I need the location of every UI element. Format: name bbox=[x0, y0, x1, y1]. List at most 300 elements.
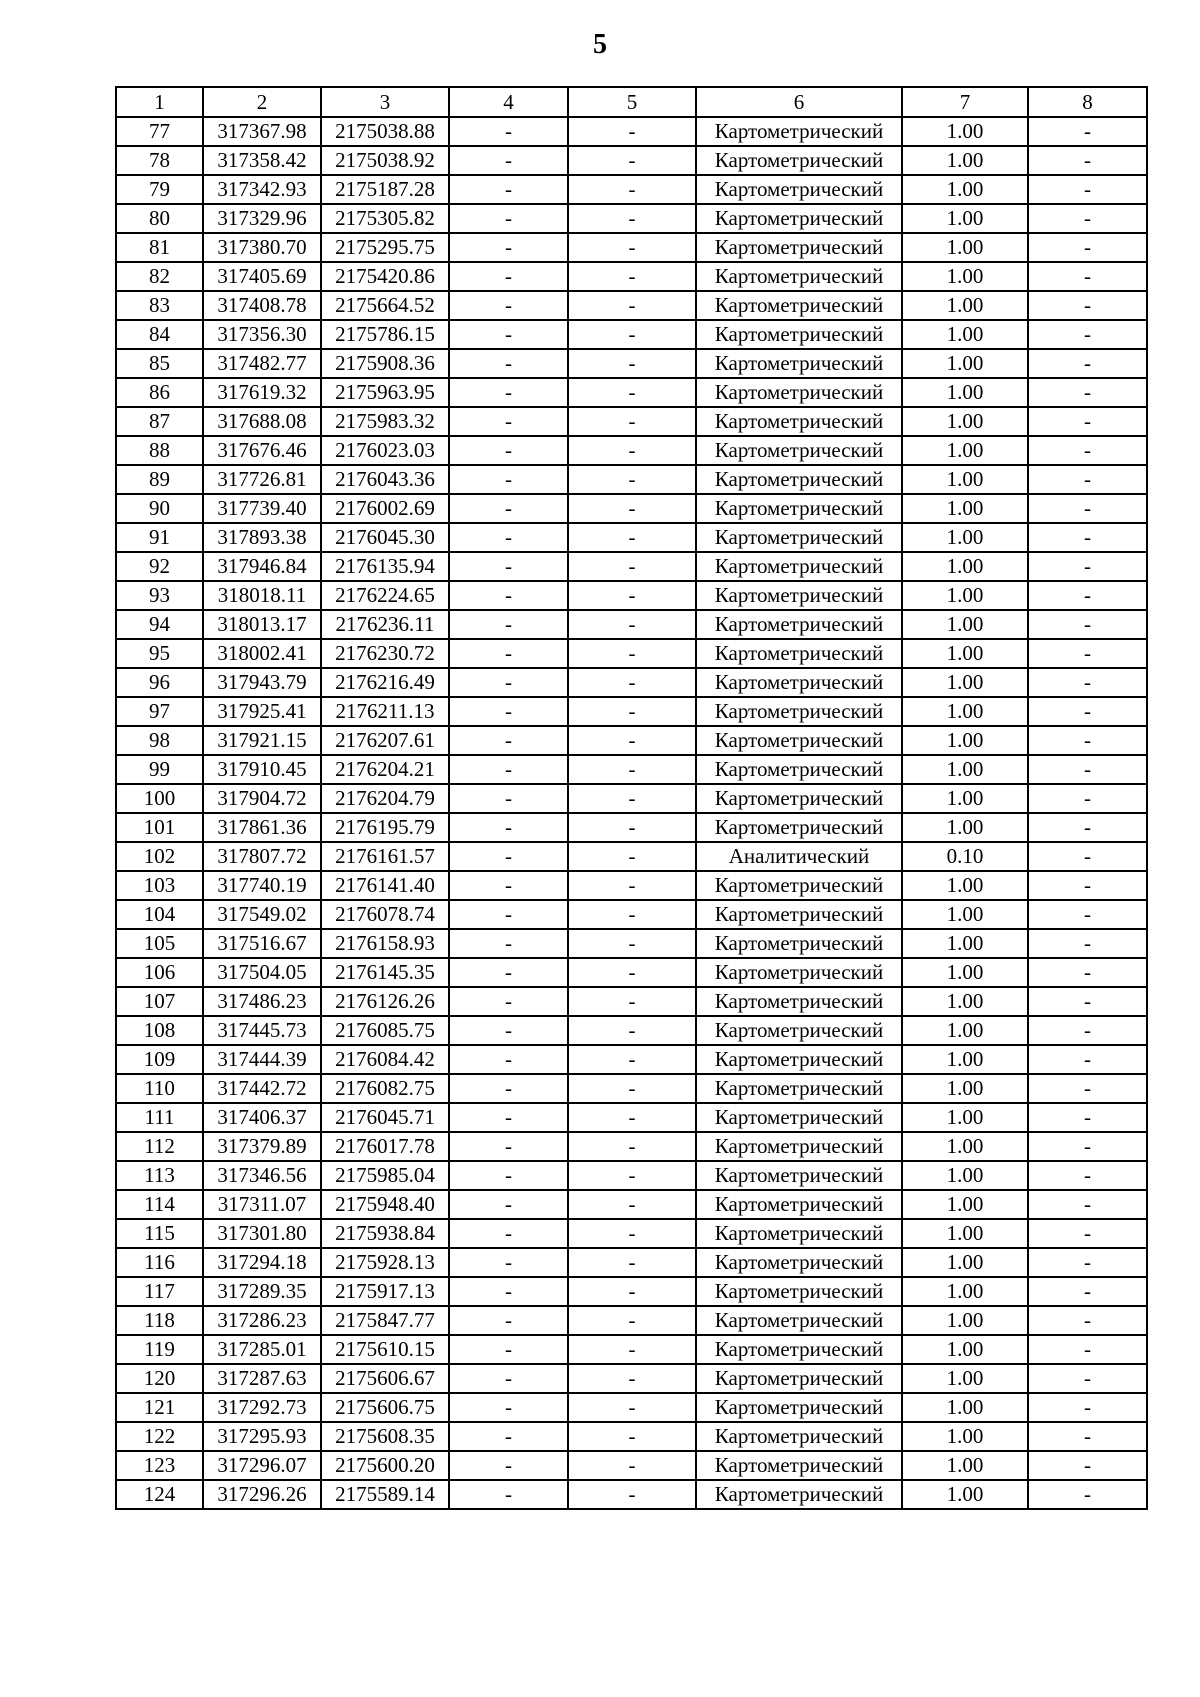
col-8-cell: - bbox=[1028, 697, 1147, 726]
col-5-cell: - bbox=[568, 1393, 696, 1422]
method-cell: Картометрический bbox=[696, 871, 902, 900]
col-5-cell: - bbox=[568, 1045, 696, 1074]
method-cell: Картометрический bbox=[696, 349, 902, 378]
point-number-cell: 121 bbox=[116, 1393, 203, 1422]
point-number-cell: 106 bbox=[116, 958, 203, 987]
method-cell: Картометрический bbox=[696, 610, 902, 639]
coordinates-table bbox=[115, 86, 1148, 1510]
table-row bbox=[116, 1219, 1147, 1248]
method-cell: Картометрический bbox=[696, 581, 902, 610]
table-row bbox=[116, 813, 1147, 842]
col-4-cell: - bbox=[449, 900, 568, 929]
x-coordinate-cell: 317893.38 bbox=[203, 523, 321, 552]
accuracy-cell: 1.00 bbox=[902, 378, 1028, 407]
col-5-cell: - bbox=[568, 1074, 696, 1103]
col-5-cell: - bbox=[568, 813, 696, 842]
table-row bbox=[116, 349, 1147, 378]
method-cell: Картометрический bbox=[696, 494, 902, 523]
col-5-cell: - bbox=[568, 291, 696, 320]
y-coordinate-cell: 2175295.75 bbox=[321, 233, 449, 262]
x-coordinate-cell: 317289.35 bbox=[203, 1277, 321, 1306]
col-4-cell: - bbox=[449, 1132, 568, 1161]
col-8-cell: - bbox=[1028, 465, 1147, 494]
col-5-cell: - bbox=[568, 987, 696, 1016]
x-coordinate-cell: 317739.40 bbox=[203, 494, 321, 523]
table-row bbox=[116, 552, 1147, 581]
method-cell: Картометрический bbox=[696, 1364, 902, 1393]
accuracy-cell: 1.00 bbox=[902, 1045, 1028, 1074]
y-coordinate-cell: 2175589.14 bbox=[321, 1480, 449, 1509]
x-coordinate-cell: 317329.96 bbox=[203, 204, 321, 233]
point-number-cell: 119 bbox=[116, 1335, 203, 1364]
table-header-row bbox=[116, 87, 1147, 117]
table-row bbox=[116, 1480, 1147, 1509]
accuracy-cell: 1.00 bbox=[902, 1074, 1028, 1103]
x-coordinate-cell: 317287.63 bbox=[203, 1364, 321, 1393]
col-8-cell: - bbox=[1028, 1103, 1147, 1132]
accuracy-cell: 1.00 bbox=[902, 784, 1028, 813]
col-4-cell: - bbox=[449, 465, 568, 494]
method-cell: Картометрический bbox=[696, 204, 902, 233]
col-5-cell: - bbox=[568, 262, 696, 291]
table-row bbox=[116, 581, 1147, 610]
x-coordinate-cell: 317405.69 bbox=[203, 262, 321, 291]
col-4-cell: - bbox=[449, 1219, 568, 1248]
method-cell: Картометрический bbox=[696, 436, 902, 465]
x-coordinate-cell: 317486.23 bbox=[203, 987, 321, 1016]
col-8-cell: - bbox=[1028, 378, 1147, 407]
x-coordinate-cell: 317346.56 bbox=[203, 1161, 321, 1190]
col-5-cell: - bbox=[568, 1103, 696, 1132]
method-cell: Картометрический bbox=[696, 813, 902, 842]
col-8-cell: - bbox=[1028, 668, 1147, 697]
point-number-cell: 102 bbox=[116, 842, 203, 871]
col-4-cell: - bbox=[449, 581, 568, 610]
col-5-cell: - bbox=[568, 1306, 696, 1335]
table-row bbox=[116, 204, 1147, 233]
col-5-cell: - bbox=[568, 1161, 696, 1190]
y-coordinate-cell: 2175786.15 bbox=[321, 320, 449, 349]
table-row bbox=[116, 668, 1147, 697]
col-4-cell: - bbox=[449, 1190, 568, 1219]
accuracy-cell: 1.00 bbox=[902, 1248, 1028, 1277]
col-8-cell: - bbox=[1028, 1132, 1147, 1161]
col-4-cell: - bbox=[449, 958, 568, 987]
col-4-cell: - bbox=[449, 523, 568, 552]
col-4-cell: - bbox=[449, 1016, 568, 1045]
accuracy-cell: 1.00 bbox=[902, 1190, 1028, 1219]
method-cell: Картометрический bbox=[696, 1451, 902, 1480]
y-coordinate-cell: 2175983.32 bbox=[321, 407, 449, 436]
column-header: 3 bbox=[321, 87, 449, 117]
y-coordinate-cell: 2175305.82 bbox=[321, 204, 449, 233]
col-4-cell: - bbox=[449, 117, 568, 146]
col-5-cell: - bbox=[568, 523, 696, 552]
table-row bbox=[116, 958, 1147, 987]
point-number-cell: 94 bbox=[116, 610, 203, 639]
col-4-cell: - bbox=[449, 1451, 568, 1480]
method-cell: Картометрический bbox=[696, 784, 902, 813]
col-8-cell: - bbox=[1028, 436, 1147, 465]
accuracy-cell: 1.00 bbox=[902, 813, 1028, 842]
x-coordinate-cell: 317296.07 bbox=[203, 1451, 321, 1480]
y-coordinate-cell: 2176017.78 bbox=[321, 1132, 449, 1161]
table-row bbox=[116, 1248, 1147, 1277]
col-8-cell: - bbox=[1028, 639, 1147, 668]
col-8-cell: - bbox=[1028, 1451, 1147, 1480]
point-number-cell: 110 bbox=[116, 1074, 203, 1103]
y-coordinate-cell: 2175847.77 bbox=[321, 1306, 449, 1335]
col-5-cell: - bbox=[568, 204, 696, 233]
x-coordinate-cell: 317726.81 bbox=[203, 465, 321, 494]
accuracy-cell: 1.00 bbox=[902, 929, 1028, 958]
y-coordinate-cell: 2176082.75 bbox=[321, 1074, 449, 1103]
col-8-cell: - bbox=[1028, 1364, 1147, 1393]
col-4-cell: - bbox=[449, 871, 568, 900]
table-row bbox=[116, 1132, 1147, 1161]
point-number-cell: 124 bbox=[116, 1480, 203, 1509]
col-5-cell: - bbox=[568, 1132, 696, 1161]
col-5-cell: - bbox=[568, 378, 696, 407]
col-4-cell: - bbox=[449, 1248, 568, 1277]
point-number-cell: 93 bbox=[116, 581, 203, 610]
point-number-cell: 96 bbox=[116, 668, 203, 697]
col-5-cell: - bbox=[568, 465, 696, 494]
col-4-cell: - bbox=[449, 639, 568, 668]
accuracy-cell: 1.00 bbox=[902, 552, 1028, 581]
method-cell: Картометрический bbox=[696, 378, 902, 407]
accuracy-cell: 1.00 bbox=[902, 523, 1028, 552]
point-number-cell: 116 bbox=[116, 1248, 203, 1277]
accuracy-cell: 1.00 bbox=[902, 465, 1028, 494]
table-row bbox=[116, 146, 1147, 175]
y-coordinate-cell: 2176204.21 bbox=[321, 755, 449, 784]
x-coordinate-cell: 317295.93 bbox=[203, 1422, 321, 1451]
table-row bbox=[116, 1422, 1147, 1451]
y-coordinate-cell: 2175948.40 bbox=[321, 1190, 449, 1219]
point-number-cell: 84 bbox=[116, 320, 203, 349]
y-coordinate-cell: 2176158.93 bbox=[321, 929, 449, 958]
col-4-cell: - bbox=[449, 1306, 568, 1335]
x-coordinate-cell: 317619.32 bbox=[203, 378, 321, 407]
table-row bbox=[116, 291, 1147, 320]
column-header: 4 bbox=[449, 87, 568, 117]
col-5-cell: - bbox=[568, 1480, 696, 1509]
col-8-cell: - bbox=[1028, 929, 1147, 958]
point-number-cell: 115 bbox=[116, 1219, 203, 1248]
x-coordinate-cell: 317676.46 bbox=[203, 436, 321, 465]
y-coordinate-cell: 2176078.74 bbox=[321, 900, 449, 929]
accuracy-cell: 1.00 bbox=[902, 726, 1028, 755]
col-4-cell: - bbox=[449, 726, 568, 755]
y-coordinate-cell: 2176204.79 bbox=[321, 784, 449, 813]
x-coordinate-cell: 317406.37 bbox=[203, 1103, 321, 1132]
point-number-cell: 91 bbox=[116, 523, 203, 552]
y-coordinate-cell: 2176145.35 bbox=[321, 958, 449, 987]
x-coordinate-cell: 317516.67 bbox=[203, 929, 321, 958]
y-coordinate-cell: 2176141.40 bbox=[321, 871, 449, 900]
point-number-cell: 123 bbox=[116, 1451, 203, 1480]
method-cell: Картометрический bbox=[696, 1277, 902, 1306]
col-8-cell: - bbox=[1028, 842, 1147, 871]
y-coordinate-cell: 2175038.92 bbox=[321, 146, 449, 175]
col-5-cell: - bbox=[568, 929, 696, 958]
accuracy-cell: 1.00 bbox=[902, 1016, 1028, 1045]
col-8-cell: - bbox=[1028, 610, 1147, 639]
method-cell: Картометрический bbox=[696, 668, 902, 697]
table-body bbox=[116, 117, 1147, 1509]
y-coordinate-cell: 2176002.69 bbox=[321, 494, 449, 523]
method-cell: Картометрический bbox=[696, 697, 902, 726]
y-coordinate-cell: 2175038.88 bbox=[321, 117, 449, 146]
col-4-cell: - bbox=[449, 610, 568, 639]
col-8-cell: - bbox=[1028, 320, 1147, 349]
col-8-cell: - bbox=[1028, 1335, 1147, 1364]
accuracy-cell: 1.00 bbox=[902, 871, 1028, 900]
accuracy-cell: 1.00 bbox=[902, 117, 1028, 146]
method-cell: Картометрический bbox=[696, 1103, 902, 1132]
point-number-cell: 105 bbox=[116, 929, 203, 958]
accuracy-cell: 1.00 bbox=[902, 581, 1028, 610]
y-coordinate-cell: 2176224.65 bbox=[321, 581, 449, 610]
x-coordinate-cell: 317807.72 bbox=[203, 842, 321, 871]
accuracy-cell: 1.00 bbox=[902, 697, 1028, 726]
accuracy-cell: 1.00 bbox=[902, 1422, 1028, 1451]
col-4-cell: - bbox=[449, 1422, 568, 1451]
col-4-cell: - bbox=[449, 494, 568, 523]
col-4-cell: - bbox=[449, 378, 568, 407]
method-cell: Картометрический bbox=[696, 465, 902, 494]
accuracy-cell: 1.00 bbox=[902, 175, 1028, 204]
col-4-cell: - bbox=[449, 755, 568, 784]
col-8-cell: - bbox=[1028, 987, 1147, 1016]
accuracy-cell: 1.00 bbox=[902, 233, 1028, 262]
point-number-cell: 79 bbox=[116, 175, 203, 204]
x-coordinate-cell: 317946.84 bbox=[203, 552, 321, 581]
accuracy-cell: 1.00 bbox=[902, 1393, 1028, 1422]
method-cell: Картометрический bbox=[696, 1016, 902, 1045]
col-4-cell: - bbox=[449, 1045, 568, 1074]
y-coordinate-cell: 2175606.75 bbox=[321, 1393, 449, 1422]
method-cell: Картометрический bbox=[696, 1219, 902, 1248]
x-coordinate-cell: 317442.72 bbox=[203, 1074, 321, 1103]
col-5-cell: - bbox=[568, 320, 696, 349]
col-8-cell: - bbox=[1028, 1393, 1147, 1422]
col-4-cell: - bbox=[449, 697, 568, 726]
col-5-cell: - bbox=[568, 610, 696, 639]
x-coordinate-cell: 317408.78 bbox=[203, 291, 321, 320]
table-row bbox=[116, 465, 1147, 494]
method-cell: Картометрический bbox=[696, 407, 902, 436]
col-8-cell: - bbox=[1028, 349, 1147, 378]
table-row bbox=[116, 175, 1147, 204]
accuracy-cell: 1.00 bbox=[902, 349, 1028, 378]
table-row bbox=[116, 697, 1147, 726]
col-4-cell: - bbox=[449, 233, 568, 262]
column-header: 8 bbox=[1028, 87, 1147, 117]
col-8-cell: - bbox=[1028, 1219, 1147, 1248]
x-coordinate-cell: 317921.15 bbox=[203, 726, 321, 755]
table-row bbox=[116, 436, 1147, 465]
accuracy-cell: 1.00 bbox=[902, 987, 1028, 1016]
accuracy-cell: 1.00 bbox=[902, 1132, 1028, 1161]
table-row bbox=[116, 726, 1147, 755]
table-row bbox=[116, 407, 1147, 436]
y-coordinate-cell: 2175908.36 bbox=[321, 349, 449, 378]
col-8-cell: - bbox=[1028, 871, 1147, 900]
point-number-cell: 122 bbox=[116, 1422, 203, 1451]
x-coordinate-cell: 317910.45 bbox=[203, 755, 321, 784]
table-row bbox=[116, 320, 1147, 349]
y-coordinate-cell: 2175917.13 bbox=[321, 1277, 449, 1306]
col-4-cell: - bbox=[449, 1074, 568, 1103]
y-coordinate-cell: 2176195.79 bbox=[321, 813, 449, 842]
x-coordinate-cell: 317358.42 bbox=[203, 146, 321, 175]
col-5-cell: - bbox=[568, 755, 696, 784]
col-5-cell: - bbox=[568, 552, 696, 581]
method-cell: Картометрический bbox=[696, 1393, 902, 1422]
col-8-cell: - bbox=[1028, 1277, 1147, 1306]
col-4-cell: - bbox=[449, 175, 568, 204]
y-coordinate-cell: 2175187.28 bbox=[321, 175, 449, 204]
accuracy-cell: 1.00 bbox=[902, 436, 1028, 465]
col-5-cell: - bbox=[568, 1364, 696, 1393]
col-8-cell: - bbox=[1028, 900, 1147, 929]
method-cell: Картометрический bbox=[696, 726, 902, 755]
y-coordinate-cell: 2175938.84 bbox=[321, 1219, 449, 1248]
col-4-cell: - bbox=[449, 842, 568, 871]
table-row bbox=[116, 1016, 1147, 1045]
y-coordinate-cell: 2175606.67 bbox=[321, 1364, 449, 1393]
table-row bbox=[116, 378, 1147, 407]
x-coordinate-cell: 317504.05 bbox=[203, 958, 321, 987]
col-5-cell: - bbox=[568, 697, 696, 726]
col-5-cell: - bbox=[568, 1451, 696, 1480]
x-coordinate-cell: 317904.72 bbox=[203, 784, 321, 813]
table-row bbox=[116, 871, 1147, 900]
col-4-cell: - bbox=[449, 1480, 568, 1509]
col-5-cell: - bbox=[568, 1248, 696, 1277]
accuracy-cell: 1.00 bbox=[902, 958, 1028, 987]
point-number-cell: 120 bbox=[116, 1364, 203, 1393]
col-5-cell: - bbox=[568, 1016, 696, 1045]
col-5-cell: - bbox=[568, 958, 696, 987]
table-row bbox=[116, 755, 1147, 784]
y-coordinate-cell: 2175600.20 bbox=[321, 1451, 449, 1480]
accuracy-cell: 1.00 bbox=[902, 1306, 1028, 1335]
point-number-cell: 99 bbox=[116, 755, 203, 784]
col-4-cell: - bbox=[449, 668, 568, 697]
col-4-cell: - bbox=[449, 929, 568, 958]
col-8-cell: - bbox=[1028, 233, 1147, 262]
table-row bbox=[116, 523, 1147, 552]
method-cell: Картометрический bbox=[696, 929, 902, 958]
col-5-cell: - bbox=[568, 494, 696, 523]
y-coordinate-cell: 2175963.95 bbox=[321, 378, 449, 407]
method-cell: Картометрический bbox=[696, 320, 902, 349]
y-coordinate-cell: 2176045.71 bbox=[321, 1103, 449, 1132]
y-coordinate-cell: 2176085.75 bbox=[321, 1016, 449, 1045]
method-cell: Картометрический bbox=[696, 552, 902, 581]
col-4-cell: - bbox=[449, 146, 568, 175]
point-number-cell: 108 bbox=[116, 1016, 203, 1045]
method-cell: Аналитический bbox=[696, 842, 902, 871]
method-cell: Картометрический bbox=[696, 1045, 902, 1074]
col-5-cell: - bbox=[568, 784, 696, 813]
point-number-cell: 100 bbox=[116, 784, 203, 813]
accuracy-cell: 1.00 bbox=[902, 407, 1028, 436]
point-number-cell: 87 bbox=[116, 407, 203, 436]
col-8-cell: - bbox=[1028, 1016, 1147, 1045]
y-coordinate-cell: 2175608.35 bbox=[321, 1422, 449, 1451]
x-coordinate-cell: 317311.07 bbox=[203, 1190, 321, 1219]
col-8-cell: - bbox=[1028, 1045, 1147, 1074]
method-cell: Картометрический bbox=[696, 1074, 902, 1103]
col-4-cell: - bbox=[449, 291, 568, 320]
point-number-cell: 89 bbox=[116, 465, 203, 494]
point-number-cell: 81 bbox=[116, 233, 203, 262]
x-coordinate-cell: 317445.73 bbox=[203, 1016, 321, 1045]
col-8-cell: - bbox=[1028, 407, 1147, 436]
col-5-cell: - bbox=[568, 349, 696, 378]
col-8-cell: - bbox=[1028, 1074, 1147, 1103]
col-4-cell: - bbox=[449, 320, 568, 349]
accuracy-cell: 1.00 bbox=[902, 668, 1028, 697]
y-coordinate-cell: 2176126.26 bbox=[321, 987, 449, 1016]
table-row bbox=[116, 900, 1147, 929]
method-cell: Картометрический bbox=[696, 262, 902, 291]
col-8-cell: - bbox=[1028, 146, 1147, 175]
accuracy-cell: 1.00 bbox=[902, 262, 1028, 291]
x-coordinate-cell: 317925.41 bbox=[203, 697, 321, 726]
accuracy-cell: 1.00 bbox=[902, 639, 1028, 668]
point-number-cell: 86 bbox=[116, 378, 203, 407]
col-8-cell: - bbox=[1028, 726, 1147, 755]
x-coordinate-cell: 317444.39 bbox=[203, 1045, 321, 1074]
method-cell: Картометрический bbox=[696, 987, 902, 1016]
x-coordinate-cell: 317286.23 bbox=[203, 1306, 321, 1335]
x-coordinate-cell: 317356.30 bbox=[203, 320, 321, 349]
y-coordinate-cell: 2176230.72 bbox=[321, 639, 449, 668]
table-row bbox=[116, 842, 1147, 871]
table-row bbox=[116, 117, 1147, 146]
accuracy-cell: 1.00 bbox=[902, 1103, 1028, 1132]
accuracy-cell: 1.00 bbox=[902, 1335, 1028, 1364]
col-8-cell: - bbox=[1028, 1248, 1147, 1277]
x-coordinate-cell: 317549.02 bbox=[203, 900, 321, 929]
method-cell: Картометрический bbox=[696, 900, 902, 929]
table-row bbox=[116, 1277, 1147, 1306]
col-5-cell: - bbox=[568, 117, 696, 146]
table-row bbox=[116, 1451, 1147, 1480]
method-cell: Картометрический bbox=[696, 1248, 902, 1277]
point-number-cell: 118 bbox=[116, 1306, 203, 1335]
col-4-cell: - bbox=[449, 987, 568, 1016]
col-5-cell: - bbox=[568, 233, 696, 262]
method-cell: Картометрический bbox=[696, 1335, 902, 1364]
col-8-cell: - bbox=[1028, 1480, 1147, 1509]
col-5-cell: - bbox=[568, 1277, 696, 1306]
x-coordinate-cell: 318002.41 bbox=[203, 639, 321, 668]
table-row bbox=[116, 987, 1147, 1016]
table-row bbox=[116, 1335, 1147, 1364]
table-row bbox=[116, 1190, 1147, 1219]
col-5-cell: - bbox=[568, 1422, 696, 1451]
table-row bbox=[116, 1045, 1147, 1074]
x-coordinate-cell: 317342.93 bbox=[203, 175, 321, 204]
column-header: 5 bbox=[568, 87, 696, 117]
page-number: 5 bbox=[593, 29, 607, 60]
